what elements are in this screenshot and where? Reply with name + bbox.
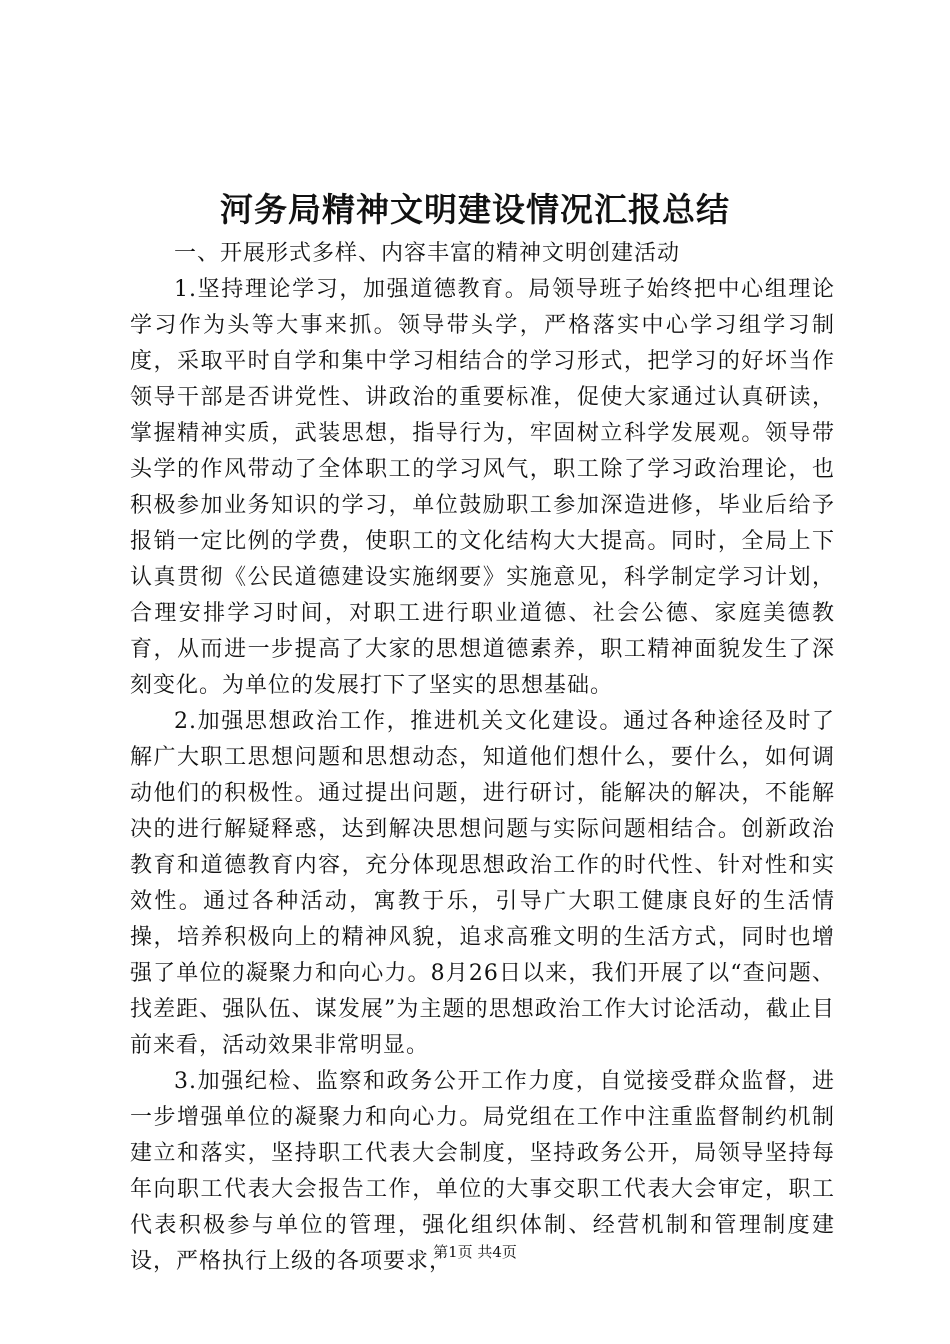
- paragraph-1: 1.坚持理论学习，加强道德教育。局领导班子始终把中心组理论学习作为头等大事来抓。领导带头学，严格落实中心学习组学习制度，采取平时自学和集中学习相结合的学习形式，把学习的好坏当作领导干部是否讲党性、讲政治的重要标准，促使大家通过认真研读，掌握精神实质，武装思想，指导行为，牢固树立科学发展观。领导带头学的作风带动了全体职工的学习风气，职工除了学习政治理论，也积极参加业务知识的学习，单位鼓励职工参加深造进修，毕业后给予报销一定比例的学费，使职工的文化结构大大提高。同时，全局上下认真贯彻《公民道德建设实施纲要》实施意见，科学制定学习计划，合理安排学习时间，对职工进行职业道德、社会公德、家庭美德教育，从而进一步提高了大家的思想道德素养，职工精神面貌发生了深刻变化。为单位的发展打下了坚实的思想基础。: [130, 277, 835, 698]
- page-number-footer: 第1页 共4页: [433, 1243, 517, 1261]
- document-body: [130, 236, 835, 1280]
- paragraph-3: 3.加强纪检、监察和政务公开工作力度，自觉接受群众监督，进一步增强单位的凝聚力和向心力。局党组在工作中注重监督制约机制建立和落实，坚持职工代表大会制度，坚持政务公开，局领导坚持每年向职工代表大会报告工作，单位的大事交职工代表大会审定，职工代表积极参与单位的管理，强化组织体制、经营机制和管理制度建设，严格执行上级的各项要求，: [130, 1069, 835, 1274]
- paragraph-2: 2.加强思想政治工作，推进机关文化建设。通过各种途径及时了解广大职工思想问题和思想动态，知道他们想什么，要什么，如何调动他们的积极性。通过提出问题，进行研讨，能解决的解决，不能解决的进行解疑释惑，达到解决思想问题与实际问题相结合。创新政治教育和道德教育内容，充分体现思想政治工作的时代性、针对性和实效性。通过各种活动，寓教于乐，引导广大职工健康良好的生活情操，培养积极向上的精神风貌，追求高雅文明的生活方式，同时也增强了单位的凝聚力和向心力。8月26日以来，我们开展了以“查问题、找差距、强队伍、谋发展”为主题的思想政治工作大讨论活动，截止目前来看，活动效果非常明显。: [130, 709, 835, 1058]
- section-heading: 一、开展形式多样、内容丰富的精神文明创建活动: [174, 241, 681, 266]
- document-title: 河务局精神文明建设情况汇报总结: [220, 190, 730, 229]
